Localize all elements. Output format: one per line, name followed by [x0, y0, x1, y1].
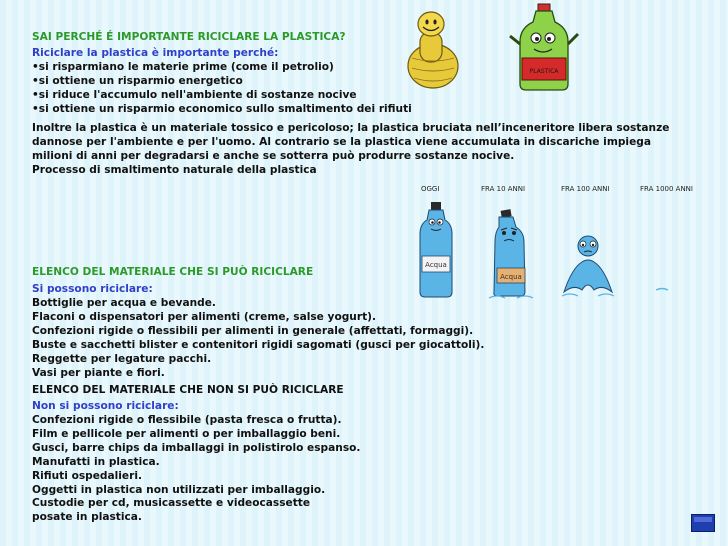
section2-title: ELENCO DEL MATERIALE CHE SI PUÒ RICICLARE [32, 266, 314, 278]
list-item: Gusci, barre chips da imballaggi in polistirolo espanso. [32, 441, 361, 454]
list-item: Confezioni rigide o flessibili per alimenti in generale (affettati, formaggi). [32, 324, 474, 337]
plastic-bottle-mascot-icon [508, 2, 582, 94]
next-slide-button[interactable] [691, 514, 715, 532]
list-item: Oggetti in plastica non utilizzati per imballaggio. [32, 483, 326, 496]
paragraph-line: dannose per l'ambiente e per l'uomo. Al contrario se la plastica viene accumulata in discariche impiega [32, 135, 651, 148]
section1-subtitle: Riciclare la plastica è importante perché: [32, 47, 279, 59]
stage-label: FRA 100 ANNI [561, 185, 610, 193]
thumbs-up-smiley-icon [404, 8, 462, 90]
bottle-label: Acqua [500, 273, 522, 281]
section1-title: SAI PERCHÉ É IMPORTANTE RICICLARE LA PLASTICA? [32, 31, 346, 43]
bottle-label: Acqua [425, 261, 447, 269]
section3-title: ELENCO DEL MATERIALE CHE NON SI PUÒ RICICLARE [32, 384, 344, 396]
paragraph-line: milioni di anni per degradarsi e anche se sotterra può produrre sostanze nocive. [32, 149, 515, 162]
list-item: Flaconi o dispensatori per alimenti (creme, salse yogurt). [32, 310, 377, 323]
section2-list [32, 297, 484, 380]
section2-subtitle: Si possono riciclare: [32, 283, 153, 295]
paragraph-line: Processo di smaltimento naturale della plastica [32, 163, 317, 176]
paragraph-line: Inoltre la plastica è un materiale tossico e pericoloso; la plastica bruciata nell’inceneritore libera sostanze [32, 122, 670, 134]
list-item: Custodie per cd, musicassette e videocassette [32, 497, 311, 510]
bullet-item: •si riduce l'accumulo nell'ambiente di sostanze nocive [32, 88, 357, 101]
button-highlight [694, 517, 712, 522]
section1-bullets [32, 61, 412, 117]
list-item: Rifiuti ospedalieri. [32, 469, 142, 482]
section3-list [32, 414, 360, 525]
bullet-item: •si risparmiano le materie prime (come il petrolio) [32, 61, 334, 73]
list-item: Film e pellicole per alimenti o per imballaggio beni. [32, 427, 341, 440]
list-item: Confezioni rigide o flessibile (pasta fresca o frutta). [32, 414, 342, 426]
mascot-label: PLASTICA [529, 68, 559, 75]
section3-subtitle: Non si possono riciclare: [32, 400, 179, 412]
stage-label: OGGI [421, 185, 440, 193]
bottle-today-icon [414, 200, 458, 300]
bottle-1000-years-icon [654, 284, 674, 294]
stage-label: FRA 1000 ANNI [640, 185, 693, 193]
bottle-100-years-icon [558, 232, 618, 300]
list-item: Bottiglie per acqua e bevande. [32, 297, 216, 309]
section1-paragraph [32, 122, 669, 178]
bullet-item: •si ottiene un risparmio energetico [32, 74, 243, 87]
list-item: Vasi per piante e fiori. [32, 366, 165, 379]
list-item: Buste e sacchetti blister e contenitori rigidi sagomati (gusci per giocattoli). [32, 338, 485, 351]
bullet-item: •si ottiene un risparmio economico sullo smaltimento dei rifiuti [32, 102, 412, 115]
bottle-10-years-icon [487, 208, 537, 302]
list-item: Manufatti in plastica. [32, 455, 160, 468]
stage-label: FRA 10 ANNI [481, 185, 526, 193]
list-item: posate in plastica. [32, 511, 142, 524]
list-item: Reggette per legature pacchi. [32, 352, 212, 365]
